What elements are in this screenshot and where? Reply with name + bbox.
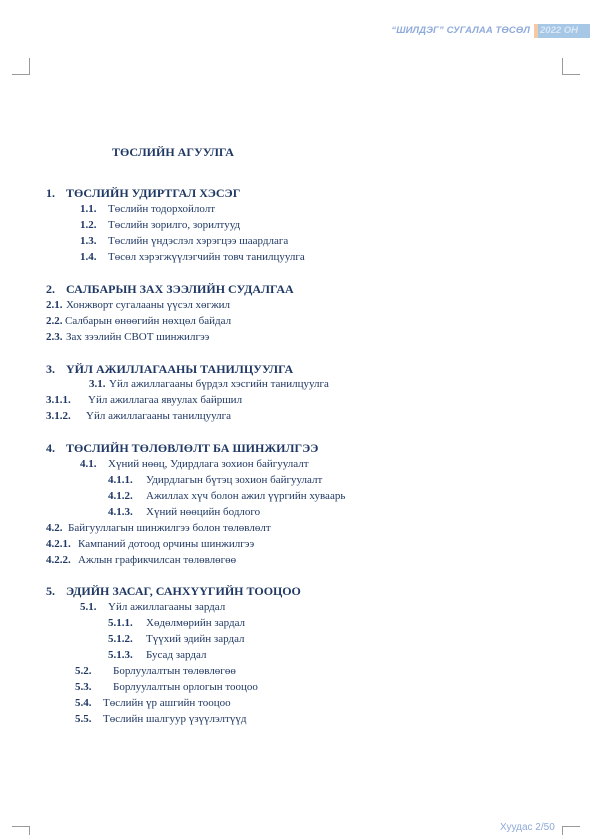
toc-entry-text: Зах зээлийн СВОТ шинжилгээ xyxy=(66,331,210,343)
toc-entry-4[interactable] xyxy=(46,441,318,456)
toc-entry-1-1[interactable] xyxy=(80,203,215,215)
toc-entry-text: Төслийн зорилго, зорилтууд xyxy=(108,219,241,231)
toc-entry-text: Төслийн шалгуур үзүүлэлтүүд xyxy=(103,713,247,725)
toc-entry-number: 4.1.1. xyxy=(108,474,133,486)
toc-entry-number: 5.4. xyxy=(75,697,92,709)
crop-mark-top-left-h xyxy=(12,74,30,75)
toc-entry-text: Үйл ажиллагааны танилцуулга xyxy=(86,410,231,422)
toc-entry-text: Борлуулалтын төлөвлөгөө xyxy=(113,665,236,677)
toc-entry-text: Бусад зардал xyxy=(146,649,207,661)
toc-entry-2-3[interactable] xyxy=(46,331,209,343)
page-number: Хуудас 2/50 xyxy=(500,822,555,833)
toc-entry-text: Удирдлагын бүтэц зохион байгуулалт xyxy=(146,474,323,486)
toc-entry-number: 4.2.1. xyxy=(46,538,71,550)
crop-mark-bottom-right-h xyxy=(562,826,580,827)
toc-entry-4-2-2[interactable] xyxy=(46,554,236,566)
toc-entry-text: ТӨСЛИЙН УДИРТГАЛ ХЭСЭГ xyxy=(66,186,241,200)
header-year-accent xyxy=(534,24,538,38)
toc-entry-2-1[interactable] xyxy=(46,299,230,311)
toc-entry-text: Байгууллагын шинжилгээ болон төлөвлөлт xyxy=(68,522,271,534)
toc-entry-4-1-3[interactable] xyxy=(108,506,260,518)
toc-entry-number: 1. xyxy=(46,186,55,200)
toc-entry-number: 1.2. xyxy=(80,219,97,231)
toc-entry-number: 2.3. xyxy=(46,331,63,343)
toc-entry-1-3[interactable] xyxy=(80,235,288,247)
toc-entry-number: 4. xyxy=(46,441,55,455)
toc-entry-number: 5.3. xyxy=(75,681,92,693)
toc-entry-1[interactable] xyxy=(46,186,240,201)
toc-entry-5-1-3[interactable] xyxy=(108,649,206,661)
toc-entry-1-4[interactable] xyxy=(80,251,305,263)
header-year-badge: 2022 ОН xyxy=(534,24,590,38)
toc-title: ТӨСЛИЙН АГУУЛГА xyxy=(112,145,234,159)
toc-entry-2[interactable] xyxy=(46,282,294,297)
toc-entry-3-1-1[interactable] xyxy=(46,394,242,406)
toc-entry-number: 3.1.2. xyxy=(46,410,71,422)
toc-entry-text: Төслийн үндэслэл хэрэгцээ шаардлага xyxy=(108,235,289,247)
toc-entry-number: 5.1. xyxy=(80,601,97,613)
toc-entry-4-1-1[interactable] xyxy=(108,474,322,486)
toc-entry-text: Үйл ажиллагааны зардал xyxy=(108,601,226,613)
toc-entry-number: 4.2.2. xyxy=(46,554,71,566)
toc-entry-number: 4.2. xyxy=(46,522,63,534)
toc-entry-text: Төсөл хэрэгжүүлэгчийн товч танилцуулга xyxy=(108,251,305,263)
toc-entry-number: 5.1.3. xyxy=(108,649,133,661)
toc-entry-5-4[interactable] xyxy=(75,697,231,709)
toc-entry-text: Төслийн үр ашгийн тооцоо xyxy=(103,697,231,709)
toc-entry-number: 5.2. xyxy=(75,665,92,677)
toc-entry-4-2-1[interactable] xyxy=(46,538,254,550)
toc-entry-text: Ажлын графикчилсан төлөвлөгөө xyxy=(78,554,237,566)
toc-entry-text: Хүний нөөц, Удирдлага зохион байгуулалт xyxy=(108,458,309,470)
toc-entry-5-3[interactable] xyxy=(75,681,258,693)
toc-entry-text: ЭДИЙН ЗАСАГ, САНХҮҮГИЙН ТООЦОО xyxy=(66,584,301,598)
crop-mark-top-right-h xyxy=(562,74,580,75)
toc-entry-number: 1.3. xyxy=(80,235,97,247)
header-document-title: “ШИЛДЭГ” СУГАЛАА ТӨСӨЛ xyxy=(391,25,530,36)
toc-entry-number: 5.5. xyxy=(75,713,92,725)
toc-entry-5-5[interactable] xyxy=(75,713,246,725)
toc-entry-text: Хөдөлмөрийн зардал xyxy=(146,617,246,629)
toc-entry-text: Кампаний дотоод орчины шинжилгээ xyxy=(78,538,255,550)
toc-entry-number: 2.2. xyxy=(46,315,63,327)
toc-entry-number: 4.1.3. xyxy=(108,506,133,518)
toc-entry-number: 4.1. xyxy=(80,458,97,470)
toc-entry-text: Үйл ажиллагаа явуулах байршил xyxy=(88,394,243,406)
toc-entry-4-1-2[interactable] xyxy=(108,490,345,502)
toc-entry-text: Салбарын өнөөгийн нөхцөл байдал xyxy=(65,315,232,327)
toc-entry-3-1-2[interactable] xyxy=(46,410,231,422)
toc-entry-5-1-2[interactable] xyxy=(108,633,245,645)
toc-entry-4-1[interactable] xyxy=(80,458,309,470)
toc-entry-5-1[interactable] xyxy=(80,601,225,613)
toc-entry-number: 1.4. xyxy=(80,251,97,263)
toc-entry-text: САЛБАРЫН ЗАХ ЗЭЭЛИЙН СУДАЛГАА xyxy=(66,282,294,296)
toc-entry-5-1-1[interactable] xyxy=(108,617,245,629)
toc-entry-number: 3. xyxy=(46,362,55,376)
toc-entry-text: Үйл ажиллагааны бүрдэл хэсгийн танилцуулга xyxy=(109,378,329,390)
toc-entry-number: 5.1.1. xyxy=(108,617,133,629)
toc-entry-text: Төслийн тодорхойлолт xyxy=(108,203,216,215)
toc-entry-3-1[interactable] xyxy=(89,378,329,390)
toc-entry-text: Түүхий эдийн зардал xyxy=(146,633,245,645)
toc-entry-5-2[interactable] xyxy=(75,665,236,677)
toc-entry-number: 5.1.2. xyxy=(108,633,133,645)
toc-entry-number: 4.1.2. xyxy=(108,490,133,502)
toc-entry-text: ҮЙЛ АЖИЛЛАГААНЫ ТАНИЛЦУУЛГА xyxy=(66,362,294,376)
toc-entry-number: 2. xyxy=(46,282,55,296)
toc-entry-number: 3.1. xyxy=(89,378,106,390)
toc-entry-text: Борлуулалтын орлогын тооцоо xyxy=(113,681,258,693)
toc-entry-text: Хүний нөөцийн бодлого xyxy=(146,506,261,518)
toc-entry-number: 3.1.1. xyxy=(46,394,71,406)
toc-entry-text: Ажиллах хүч болон ажил үүргийн хуваарь xyxy=(146,490,346,502)
toc-entry-number: 5. xyxy=(46,584,55,598)
toc-entry-text: ТӨСЛИЙН ТӨЛӨВЛӨЛТ БА ШИНЖИЛГЭЭ xyxy=(66,441,319,455)
crop-mark-top-right-v xyxy=(562,58,563,75)
toc-entry-number: 2.1. xyxy=(46,299,63,311)
crop-mark-bottom-right-v xyxy=(562,826,563,835)
toc-entry-2-2[interactable] xyxy=(46,315,231,327)
crop-mark-bottom-left-v xyxy=(29,826,30,835)
toc-entry-5[interactable] xyxy=(46,584,301,599)
toc-entry-1-2[interactable] xyxy=(80,219,240,231)
toc-entry-4-2[interactable] xyxy=(46,522,271,534)
crop-mark-top-left-v xyxy=(29,58,30,75)
crop-mark-bottom-left-h xyxy=(12,826,30,827)
toc-entry-text: Хонжворт сугалааны үүсэл хөгжил xyxy=(66,299,231,311)
toc-entry-3[interactable] xyxy=(46,362,293,377)
toc-entry-number: 1.1. xyxy=(80,203,97,215)
